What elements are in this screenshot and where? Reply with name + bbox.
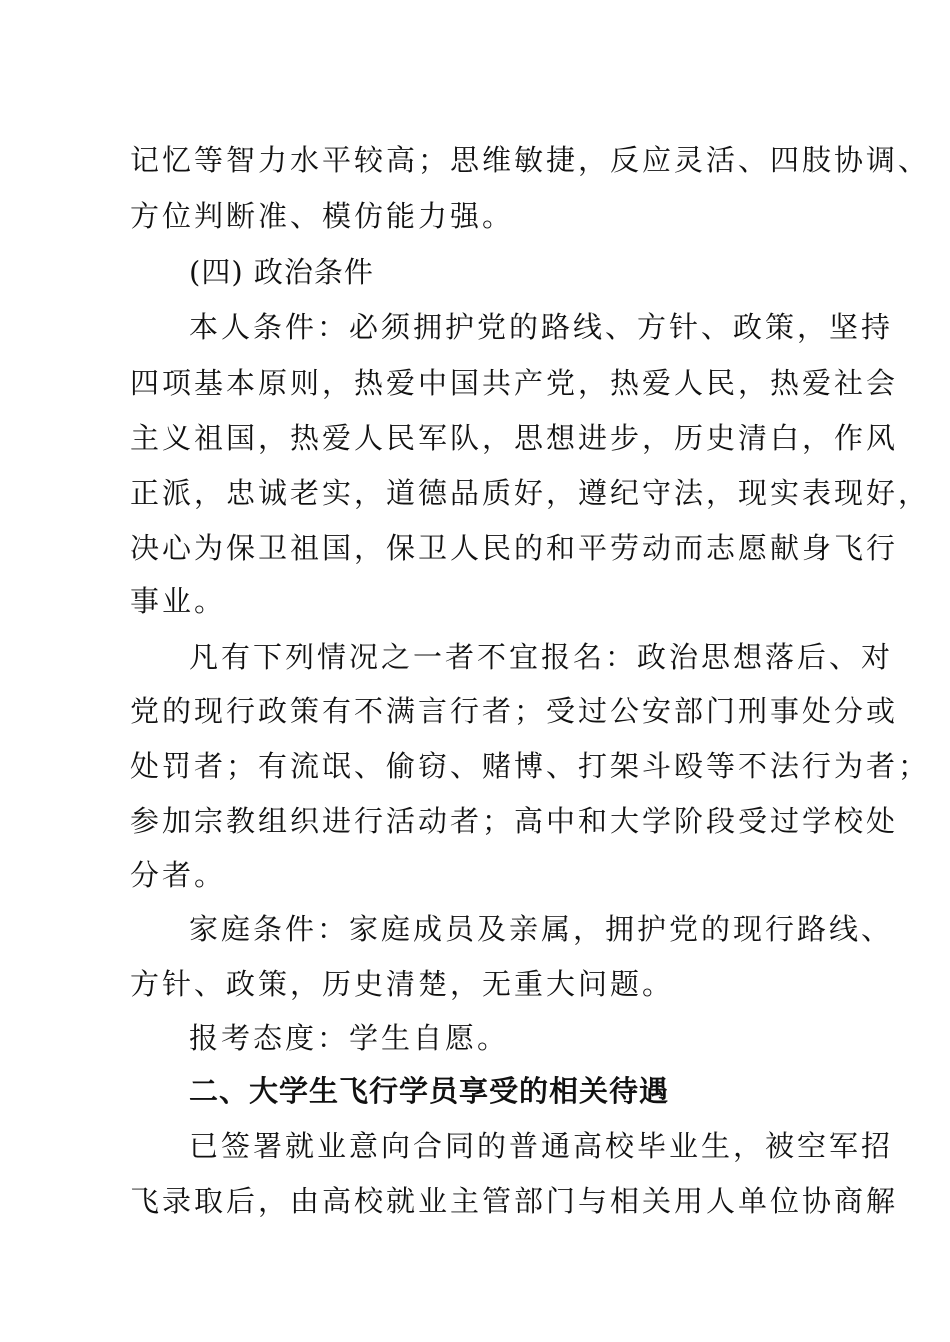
paragraph-line: 分者。 [130, 858, 227, 892]
paragraph-line: 凡有下列情况之一者不宜报名：政治思想落后、对 [189, 640, 894, 674]
paragraph-line: 飞录取后，由高校就业主管部门与相关用人单位协商解 [130, 1184, 899, 1218]
section-heading-political-conditions: (四) 政治条件 [189, 255, 374, 289]
paragraph-line: 主义祖国，热爱人民军队，思想进步，历史清白，作风 [130, 421, 899, 455]
section-heading-benefits: 二、大学生飞行学员享受的相关待遇 [189, 1074, 670, 1108]
paragraph-line: 记忆等智力水平较高；思维敏捷，反应灵活、四肢协调、 [130, 143, 931, 177]
paragraph-line: 已签署就业意向合同的普通高校毕业生，被空军招 [189, 1129, 894, 1163]
paragraph-line: 决心为保卫祖国，保卫人民的和平劳动而志愿献身飞行 [130, 531, 899, 565]
paragraph-line: 本人条件：必须拥护党的路线、方针、政策，坚持 [189, 310, 894, 344]
paragraph-line: 家庭条件：家庭成员及亲属，拥护党的现行路线、 [189, 912, 894, 946]
paragraph-line: 四项基本原则，热爱中国共产党，热爱人民，热爱社会 [130, 366, 899, 400]
paragraph-line: 方针、政策，历史清楚，无重大问题。 [130, 967, 675, 1001]
paragraph-line: 参加宗教组织进行活动者；高中和大学阶段受过学校处 [130, 804, 899, 838]
paragraph-line: 处罚者；有流氓、偷窃、赌博、打架斗殴等不法行为者； [130, 749, 931, 783]
paragraph-line: 正派，忠诚老实，道德品质好，遵纪守法，现实表现好， [130, 476, 931, 510]
paragraph-line: 事业。 [130, 584, 227, 618]
paragraph-line: 报考态度：学生自愿。 [189, 1021, 510, 1055]
paragraph-line: 党的现行政策有不满言行者；受过公安部门刑事处分或 [130, 694, 899, 728]
paragraph-line: 方位判断准、模仿能力强。 [130, 199, 515, 233]
